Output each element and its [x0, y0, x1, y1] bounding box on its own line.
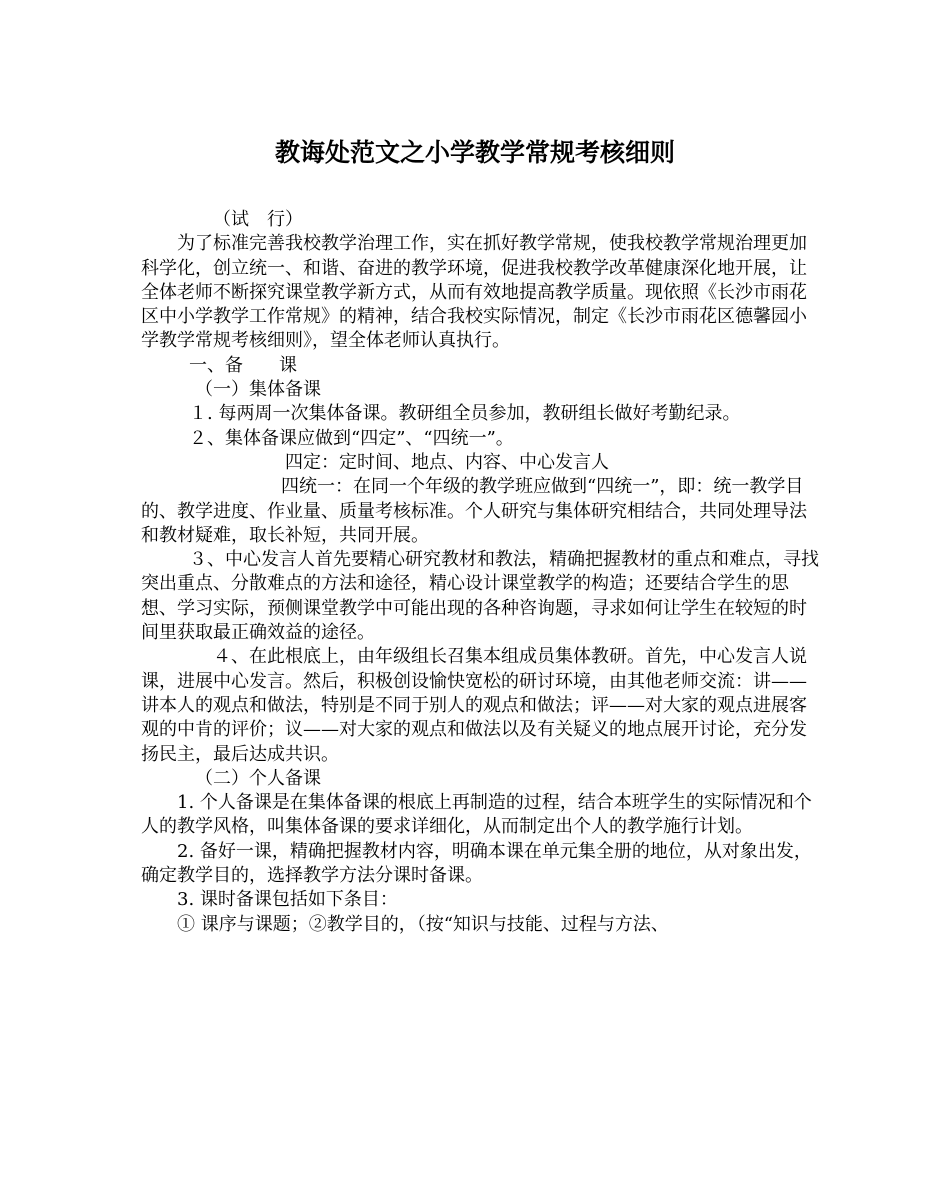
- subsection-heading-individual: （二）个人备课: [195, 767, 321, 789]
- individual-item-2: 2. 备好一课，精确把握教材内容，明确本课在单元集全册的地位，从对象出发，确定教学目的，选择教学方法分课时备课。: [141, 840, 812, 887]
- individual-item-1: 1. 个人备课是在集体备课的根底上再制造的过程，结合本班学生的实际情况和个人的教学风格，叫集体备课的要求详细化，从而制定出个人的教学施行计划。: [141, 792, 812, 838]
- group-item-3: ３、中心发言人首先要精心研究教材和教法，精确把握教材的重点和难点，寻找突出重点、分散难点的方法和途径，精心设计课堂教学的构造；还要结合学生的思想、学习实际，预侧课堂教学中可能出现的各种咨询题，寻求如何让学生在较短的时间里获取最正确效益的途径。: [141, 549, 819, 644]
- document-title: 教诲处范文之小学教学常规考核细则: [274, 138, 675, 167]
- subsection-heading-group: （一）集体备课: [195, 379, 321, 401]
- individual-item-3: 3. 课时备课包括如下条目：: [177, 889, 398, 911]
- group-item-2: ２、集体备课应做到“四定”、“四统一”。: [189, 427, 514, 449]
- section-heading-preparation: 一、备 课: [189, 354, 297, 376]
- document-body: [141, 208, 823, 937]
- group-item-4: ４、在此根底上，由年级组长召集本组成员集体教研。首先，中心发言人说课，进展中心发言。然后，积极创设愉快宽松的研讨环境，由其他老师交流：讲——讲本人的观点和做法，特别是不同于别人的观点和做法；评——对大家的观点进展客观的中肯的评价；议——对大家的观点和做法以及有关疑义的地点展开讨论，充分发扬民主，最后达成共识。: [141, 646, 807, 765]
- trial-note: （试 行）: [213, 209, 303, 230]
- four-unified-paragraph: 四统一：在同一个年级的教学班应做到“四统一”，即：统一教学目的、教学进度、作业量、质量考核标准。个人研究与集体研究相结合，共同处理导法和教材疑难，取长补短，共同开展。: [141, 476, 807, 546]
- intro-paragraph: 为了标准完善我校教学治理工作，实在抓好教学常规，使我校教学常规治理更加科学化，创立统一、和谐、奋进的教学环境，促进我校教学改革健康深化地开展，让全体老师不断探究课堂教学新方式，从而有效地提高教学质量。现依照《长沙市雨花区中小学教学工作常规》的精神，结合我校实际情况，制定《长沙市雨花区德馨园小学教学常规考核细则》，望全体老师认真执行。: [141, 233, 807, 352]
- group-item-1: １. 每两周一次集体备课。教研组全员参加，教研组长做好考勤纪录。: [189, 403, 741, 425]
- lesson-items-line: ① 课序与课题；②教学目的，（按“知识与技能、过程与方法、: [177, 913, 669, 935]
- four-fixed-line: 四定：定时间、地点、内容、中心发言人: [285, 451, 609, 473]
